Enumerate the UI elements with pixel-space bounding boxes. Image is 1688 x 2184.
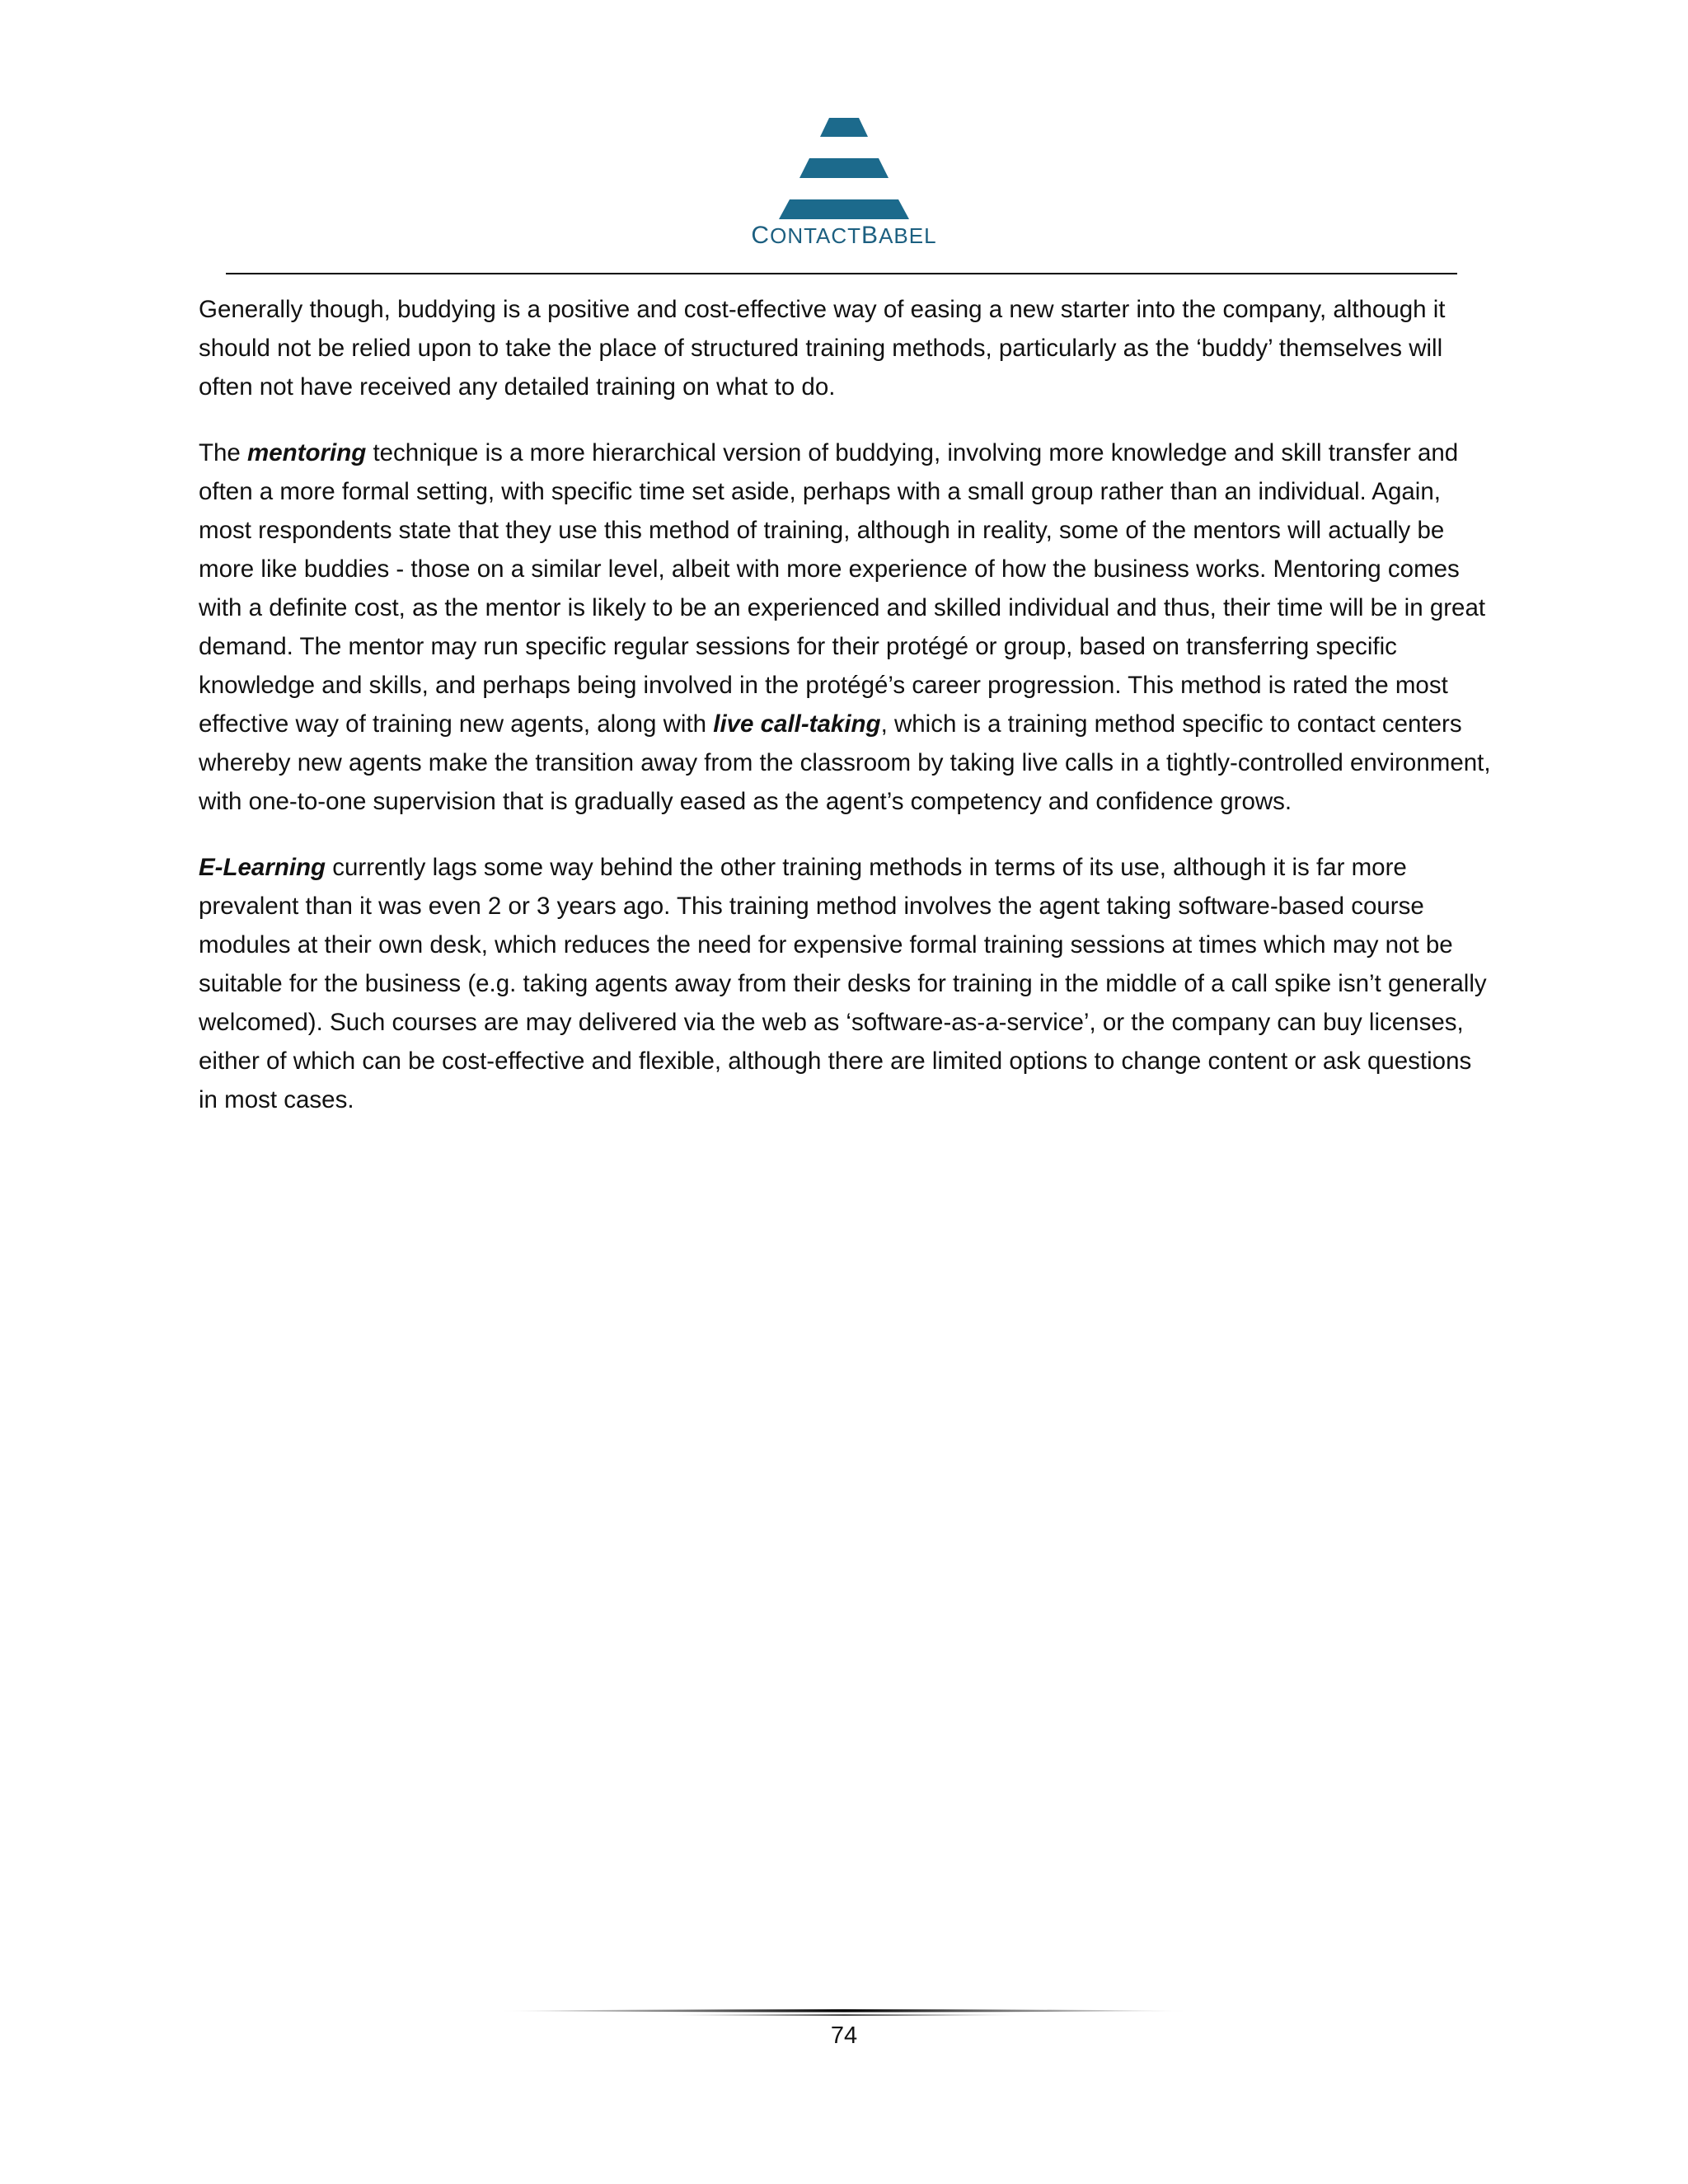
- brand-rest-abel: ABEL: [879, 223, 937, 248]
- body-text: [199, 290, 1493, 1146]
- page-number: 74: [830, 2022, 858, 2049]
- header-divider: [226, 273, 1457, 274]
- elearning-body: currently lags some way behind the other training methods in terms of its use, although it is far more prevalent than it was even 2 or 3 years ago. This training method involves the agent taking software-based course modules at their own desk, which reduces the need for expensive formal training sessions at times which may not be suitable for the business (e.g. taking agents away from their desks for training in the middle of a call spike isn’t generally welcomed). Such courses are may delivered via the web as ‘software-as-a-service’, or the company can buy licenses, either of which can be cost-effective and flexible, although there are limited options to change content or ask questions in most cases.: [199, 854, 1487, 1113]
- mentoring-intro: The: [199, 439, 248, 466]
- term-e-learning: E-Learning: [199, 854, 326, 881]
- brand-wordmark: [679, 223, 1009, 249]
- mentoring-end: , which is a training method specific to contact centers whereby new agents make the transition away from the classroom by taking live calls in a tightly-controlled environment, with one-to-one supervision that is gradually eased as the agent’s competency and confidence grows.: [199, 710, 1491, 815]
- term-live-call-taking: live call-taking: [713, 710, 881, 738]
- mentoring-body: technique is a more hierarchical version of buddying, involving more knowledge and skill transfer and often a more formal setting, with specific time set aside, perhaps with a small group rather than an individual. Again, most respondents state that they use this method of training, although in reality, some of the mentors will actually be more like buddies - those on a similar level, albeit with more experience of how the business works. Mentoring comes with a definite cost, as the mentor is likely to be an experienced and skilled individual and thus, their time will be in great demand. The mentor may run specific regular sessions for their protégé or group, based on transferring specific knowledge and skills, and perhaps being involved in the protégé’s career progression. This method is rated the most effective way of training new agents, along with: [199, 439, 1486, 738]
- brand-rest-ontact: ONTACT: [770, 223, 862, 248]
- brand-initial-b: B: [861, 222, 879, 249]
- paragraph-buddying: [199, 290, 1493, 406]
- term-mentoring: mentoring: [247, 439, 367, 466]
- paragraph-elearning: [199, 848, 1493, 1119]
- brand-initial-c: C: [751, 222, 771, 249]
- paragraph-buddying-text: Generally though, buddying is a positive and cost-effective way of easing a new starter into the company, although it should not be relied upon to take the place of structured training methods, particularly as the ‘buddy’ themselves will often not have received any detailed training on what to do.: [199, 296, 1446, 401]
- paragraph-mentoring: [199, 434, 1493, 821]
